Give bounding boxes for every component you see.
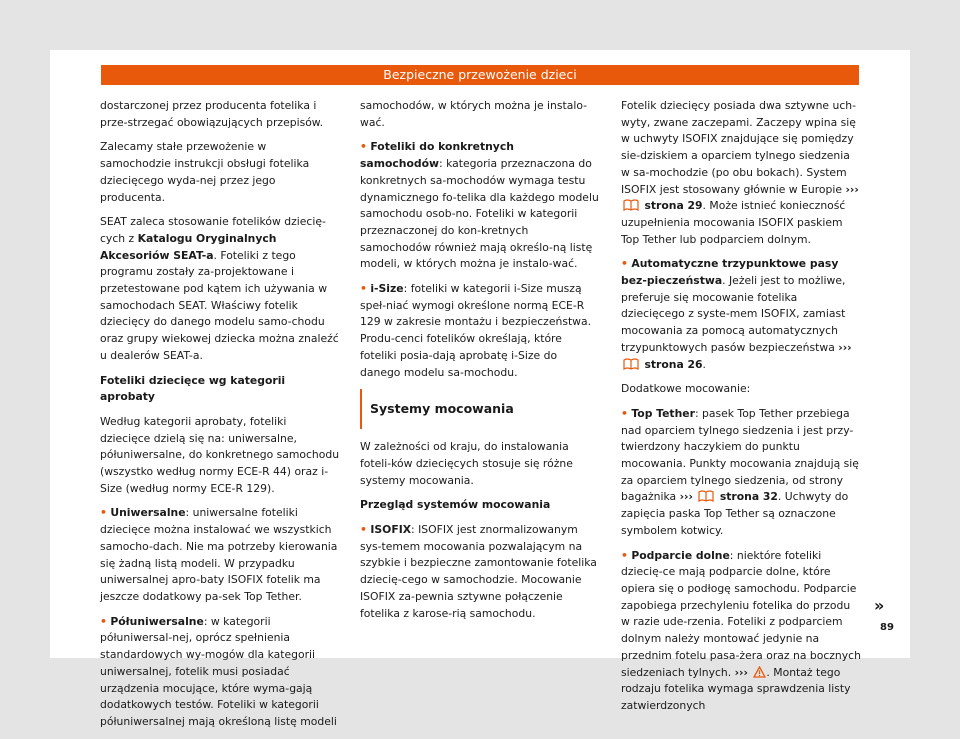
bullet-icon: • [621,406,628,420]
bullet-icon: • [621,257,628,271]
book-icon [623,199,639,211]
bullet-term: Podparcie dolne [631,548,730,562]
column-middle [360,98,600,630]
bullet-item [360,139,600,273]
bullet-text: : foteliki w kategorii i-Size muszą speł-niać wymogi określone normą ECE-R 129 w zakresie montażu i bezpieczeństwa. Produ-cenci fotelików określają, które foteliki posia-dają aprobatę i-Size do danego modelu sa-mochodu. [360,282,592,379]
bullet-item [360,281,600,381]
bullet-term: ISOFIX [370,523,412,537]
bullet-term: Top Tether [631,406,695,420]
paragraph-text: Fotelik dziecięcy posiada dwa sztywne uch-wyty, zwane zaczepami. Zaczepy wpina się w uchwyty ISOFIX znajdujące się pomiędzy sie-dziskiem a oparciem tylnego siedzenia w sa-mochodzie (po obu bokach). System ISOFIX jest stosowany głównie w Europie [621,99,857,196]
paragraph-text: . Może istnieć konieczność uzupełnienia mocowania ISOFIX paskiem Top Tether lub podparciem dolnym. [621,199,846,246]
bullet-item [100,614,340,731]
bullet-item [621,256,861,373]
paragraph [621,98,861,248]
bullet-icon: • [100,614,107,628]
paragraph-text: . Foteliki z tego programu zostały za-projektowane i przetestowane pod kątem ich używania w samochodach SEAT. Właściwy fotelik dziecięcy do danego modelu samo-chodu oraz grupy wiekowej dziecka można znaleźć u dealerów SEAT-a. [100,248,339,362]
bullet-text: : pasek Top Tether przebiega nad oparciem tylnego siedzenia i jest przy-twierdzony haczykiem do punktu mocowania. Punkty mocowania znajdują się za oparciem tylnego siedzenia, od strony bagażnika [621,406,859,504]
bullet-text: . Jeżeli jest to możliwe, preferuje się mocowanie fotelika dziecięcego z syste-mem ISOFIX, zamiast mocowania za pomocą automatycznych trzypunktowych pasów bezpieczeństwa [621,274,846,354]
chapter-header: Bezpieczne przewożenie dzieci [101,65,859,85]
paragraph-text: SEAT zaleca stosowanie fotelików dziecię-cych z [100,215,326,245]
paragraph [100,214,340,364]
bullet-icon: • [360,140,367,154]
bullet-item [621,406,861,540]
page-number: 89 [880,622,894,633]
paragraph: dostarczonej przez producenta fotelika i prze-strzegać obowiązujących przepisów. [100,99,324,129]
bullet-text: : ISOFIX jest znormalizowanym sys-temem mocowania pozwalającym na szybkie i bezpieczne zamontowanie fotelika dziecię-cego w samochodzie. Mocowanie ISOFIX za-pewnia sztywne połączenie fotelika z karose-rią samochodu. [360,523,597,620]
bullet-term: i-Size [370,282,404,296]
bullet-text: : uniwersalne foteliki dziecięce można instalować we wszystkich samocho-dach. Nie ma potrzeby kierowania się żadną listą modeli. W przypadku uniwersalnej apro-baty ISOFIX fotelik ma jeszcze dodatkowy pa-sek Top Tether. [100,506,338,603]
subheading: Przegląd systemów mocowania [360,498,551,512]
bullet-term: Foteliki do konkretnych samochodów [360,140,514,171]
bullet-term: Uniwersalne [110,506,186,520]
manual-page [50,50,910,728]
book-icon [698,490,714,502]
warning-icon[interactable] [753,666,766,678]
bullet-item [360,522,600,622]
section-heading: Systemy mocowania [360,389,600,429]
bullet-term: Automatyczne trzypunktowe pasy bez-pieczeństwa [621,257,839,288]
page-link[interactable]: strona 32 [719,490,778,504]
bullet-item [621,548,861,715]
bullet-text: . Uchwyty do zapięcia paska Top Tether są oznaczone symbolem kotwicy. [621,490,849,537]
bullet-icon: • [621,548,628,562]
bullet-text: : kategoria przeznaczona do konkretnych sa-mochodów wymaga testu dynamicznego fo-telika dla każdego modelu samochodu osob-no. Foteliki w kategorii przeznaczonej do kon-kretnych samochodów również mają określo-ną listę modeli, w których można je instalo-wać. [360,157,599,271]
paragraph: Zalecamy stałe przewożenie w samochodzie instrukcji obsługi fotelika dziecięcego wyda-nej przez jego producenta. [100,140,310,204]
bullet-text: : niektóre foteliki dziecię-ce mają podparcie dolne, które opiera się o podłogę samochodu. Podparcie zapobiega przechyleniu fotelika do przodu w razie ude-rzenia. Foteliki z podparciem dolnym należy montować jedynie na przednim fotelu pasa-żera oraz na bocznych siedzeniach tylnych. [621,548,861,679]
book-icon [623,358,639,370]
paragraph: W zależności od kraju, do instalowania foteli-ków dziecięcych stosuje się różne systemy mocowania. [360,440,573,487]
subheading: Foteliki dziecięce wg kategorii aprobaty [100,373,286,404]
bullet-term: Półuniwersalne [110,614,204,628]
paragraph: samochodów, w których można je instalo-wać. [360,99,588,129]
bullet-item [100,505,340,605]
cross-ref-arrow: ››› [734,665,748,679]
paragraph: Według kategorii aprobaty, foteliki dziecięce dzielą się na: uniwersalne, półuniwersalne, do konkretnego samochodu (wszystko według normy ECE-R 44) oraz i-Size (według normy ECE-R 129). [100,414,340,495]
bullet-text: . Montaż tego rodzaju fotelika wymaga sprawdzenia listy zatwierdzonych [621,665,851,712]
column-left [100,98,340,739]
column-right [621,98,861,723]
bullet-text: . [702,357,706,371]
bullet-icon: • [360,282,367,296]
cross-ref-arrow: ››› [838,340,852,354]
bullet-icon: • [100,506,107,520]
bullet-icon: • [360,523,367,537]
page-link[interactable]: strona 29 [644,199,703,213]
page-link[interactable]: strona 26 [644,357,703,371]
continue-mark: » [874,596,885,615]
paragraph: Dodatkowe mocowanie: [621,382,751,396]
cross-ref-arrow: ››› [679,490,693,504]
cross-ref-arrow: ››› [845,182,859,196]
catalog-name: Katalogu Oryginalnych Akcesoriów SEAT-a [100,231,277,262]
bullet-text: : w kategorii półuniwersal-nej, oprócz spełnienia standardowych wy-mogów dla kategorii uniwersalnej, fotelik musi posiadać urządzenia mocujące, które wyma-gają dodatkowych testów. Foteliki w kategorii półuniwersalnej mają określoną listę modeli [100,614,337,728]
